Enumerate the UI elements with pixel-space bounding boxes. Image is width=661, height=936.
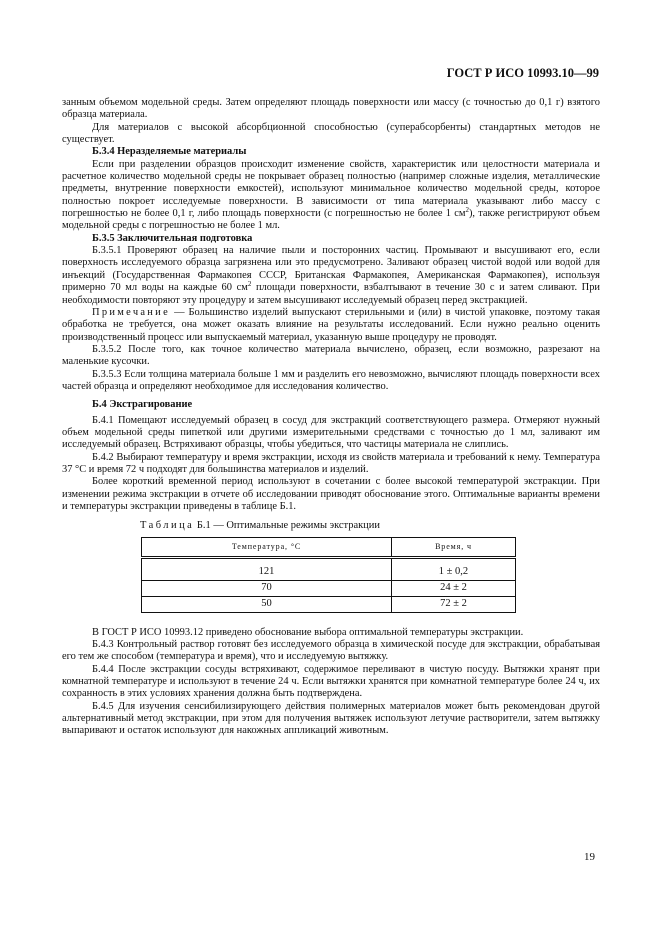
table-caption-text: Б.1 — Оптимальные режимы экстракции xyxy=(194,520,380,532)
note-label: Примечание xyxy=(92,306,171,318)
table-row xyxy=(142,580,516,596)
cell-time: 1 ± 0,2 xyxy=(392,557,516,580)
paragraph-continuation: занным объемом модельной среды. Затем определяют площадь поверхности или массу (с точностью до 0,1 г) взятого образца материала. xyxy=(62,97,600,121)
paragraph-b352: Б.3.5.2 После того, как точное количество материала вычислено, образец, если возможно, разрезают на маленькие кусочки. xyxy=(62,343,600,368)
superscript: 2 xyxy=(465,206,469,215)
note-text: — Большинство изделий выпускают стерильными и (или) в чистой упаковке, поэтому такая обработка не требуется, она может оказать влияние на результаты исследований. Если нужно реально оценить производственный процесс или выпускаемый материал, указанную выше процедуру не проводят. xyxy=(62,306,600,343)
paragraph-superabsorbents: Для материалов с высокой абсорбционной способностью (суперабсорбенты) стандартных методов не существует. xyxy=(62,121,600,146)
table-row xyxy=(142,557,516,580)
paragraph-b45: Б.4.5 Для изучения сенсибилизирующего действия полимерных материалов может быть рекомендован другой альтернативный метод экстракции, при этом для получения вытяжек используют летучие растворители, затем вытяжку выпаривают и остаток используют для накожных аппликаций животным. xyxy=(62,700,600,737)
document-body xyxy=(62,97,600,738)
paragraph-b44: Б.4.4 После экстракции сосуды встряхивают, содержимое переливают в чистую посуду. Вытяжки хранят при комнатной температуре и используют в течение 24 ч. Если вытяжки хранятся при комнатной температуре более 24 ч, их сохранность в этих условиях хранения должна быть подтверждена. xyxy=(62,663,600,700)
cell-time: 24 ± 2 xyxy=(392,580,516,596)
column-header-time: Время, ч xyxy=(392,537,516,557)
column-header-temperature: Температура, °С xyxy=(142,537,392,557)
paragraph-b353: Б.3.5.3 Если толщина материала больше 1 мм и разделить его невозможно, вычисляют площадь поверхности всех частей образца и определяют необходимое для исследования количество. xyxy=(62,368,600,392)
note-paragraph xyxy=(62,307,600,344)
table-row xyxy=(142,596,516,612)
cell-temperature: 70 xyxy=(142,580,392,596)
paragraph-b42: Б.4.2 Выбирают температуру и время экстракции, исходя из свойств материала и требований к нему. Температура 37 °С и время 72 ч подходят для большинства материалов и изделий. xyxy=(62,451,600,475)
paragraph-shorter-period: Более короткий временной период используют в сочетании с более высокой температурой экстракции. При изменении режима экстракции в отчете об исследовании приводят обоснование этого. Оптимальные варианты времени и температуры экстракции приведены в таблице Б.1. xyxy=(62,476,600,512)
paragraph-b351-text: Б.3.5.1 Проверяют образец на наличие пыли и посторонних частиц. Промывают и высушивают его, если поверхность исследуемого образца загрязнена или это предусмотрено. Заливают образец чистой водой или водой для инъекций (Государственная Фармакопея СССР, Британская Фармакопея, Американская Фармакопея), используя примерно 70 мл воды на каждые 60 см xyxy=(62,245,600,294)
table-header-row xyxy=(142,537,516,557)
section-heading-b34: Б.3.4 Неразделяемые материалы xyxy=(92,146,247,158)
paragraph-b41: Б.4.1 Помещают исследуемый образец в сосуд для экстракций соответствующего размера. Отмеряют нужный объем модельной среды пипеткой или другими измерительными средствами с точностью до 1 мл, заливают им исследуемый образец. Встряхивают образцы, чтобы убедиться, что частицы материала не слиплись. xyxy=(62,414,600,451)
section-heading-b35: Б.3.5 Заключительная подготовка xyxy=(92,232,253,244)
paragraph-b34-text: Если при разделении образцов происходит изменение свойств, характеристик или целостности материала и расчетное количество модельной среды не покрывает образец полностью (например сложные изделия, металлические предметы, внутренние поверхности емкостей), используют минимальное количество модельной среды, которое полностью покроет исследуемые поверхности. В зависимости от типа материала указывают либо массу с погрешностью не более 0,1 г, либо площадь поверхности (с погрешностью не более 1 см xyxy=(62,158,600,220)
cell-temperature: 121 xyxy=(142,557,392,580)
extraction-modes-table xyxy=(141,537,516,613)
paragraph-b351 xyxy=(62,245,600,307)
section-heading-b4: Б.4 Экстрагирование xyxy=(92,399,193,411)
paragraph-b34 xyxy=(62,159,600,233)
page-number: 19 xyxy=(584,851,595,863)
cell-temperature: 50 xyxy=(142,596,392,612)
paragraph-b351-text-end: площади поверхности, взбалтывают в течение 30 с и затем сливают. При необходимости повторяют эту процедуру и затем высушивают исследуемый образец перед экстракцией. xyxy=(62,282,601,306)
table-caption-label: Таблица xyxy=(140,520,195,532)
paragraph-b43: Б.4.3 Контрольный раствор готовят без исследуемого образца в химической посуде для экстракции, обрабатывая его тем же способом (температура и время), что и исследуемую вытяжку. xyxy=(62,639,600,663)
table-caption xyxy=(62,520,600,532)
document-header-standard-code: ГОСТ Р ИСО 10993.10—99 xyxy=(446,66,599,80)
paragraph-gost-reference: В ГОСТ Р ИСО 10993.12 приведено обоснование выбора оптимальной температуры экстракции. xyxy=(92,626,524,638)
superscript: 2 xyxy=(247,280,252,289)
paragraph-b34-text-end: ), также регистрируют объем модельной среды с погрешностью не более 1 мл. xyxy=(62,208,601,232)
cell-time: 72 ± 2 xyxy=(392,596,516,612)
